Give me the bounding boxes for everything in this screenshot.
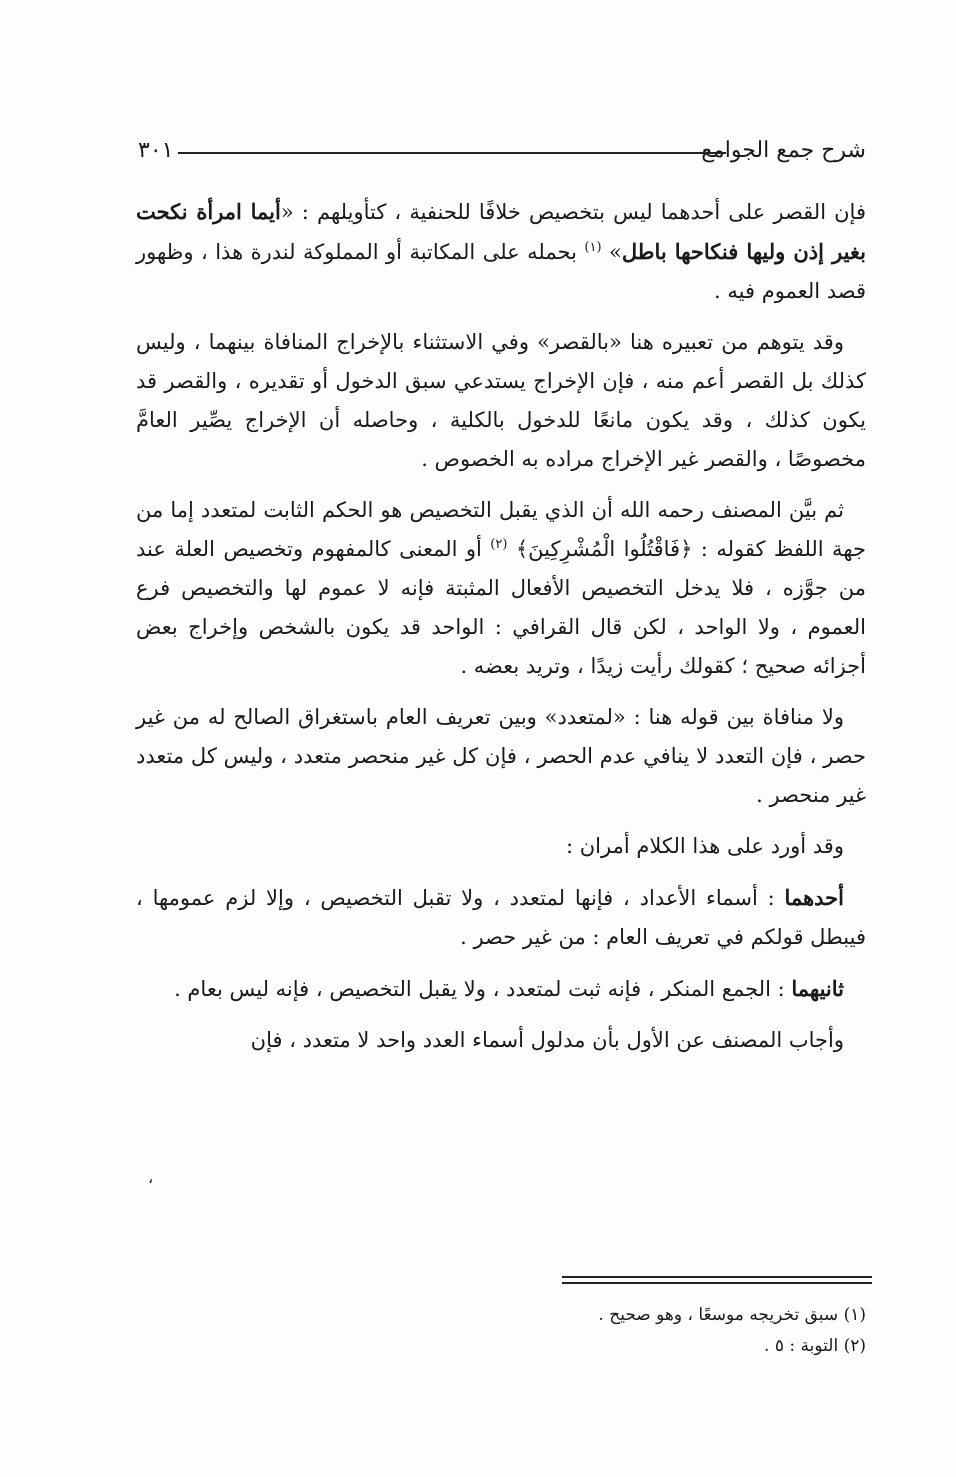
hadith-quote: أيما امرأة نكحت بغير إذن وليها فنكاحها باطل [136,199,866,264]
footnotes [400,1300,866,1362]
paragraph-7: ثانيهما : الجمع المنكر ، فإنه ثبت لمتعدد ، ولا يقبل التخصيص ، فإنه ليس بعام . [174,976,844,1001]
paragraph-1: فإن القصر على أحدهما ليس بتخصيص خلافًا للحنفية ، كتأويلهم : «أيما امرأة نكحت بغير إذن وليها فنكاحها باطل» $^{(١)}$ بحمله على المكاتبة أو المملوكة لندرة هذا ، وظهور قصد العموم فيه . [136,199,866,303]
footnote-rule [562,1276,872,1284]
footnote-1: (١) سبق تخريجه موسعًا ، وهو صحيح . [598,1305,866,1325]
first-point-label: أحدهما [784,885,844,910]
paragraph-2: وقد يتوهم من تعبيره هنا «بالقصر» وفي الاستثناء بالإخراج المنافاة بينهما ، وليس كذلك بل القصر أعم منه ، فإن الإخراج يستدعي سبق الدخول أو تقديره ، والقصر قد يكون كذلك ، وقد يكون مانعًا للدخول بالكلية ، وحاصله أن الإخراج يصِّير العامَّ مخصوصًا ، والقصر غير الإخراج مراده به الخصوص . [136,330,866,471]
header-rule [178,152,726,154]
footnote-ref-1[interactable]: (١) [584,240,602,255]
page-number: ٣٠١ [138,138,174,163]
paragraph-5: وقد أورد على هذا الكلام أمران : [565,834,844,858]
footnote-ref-2[interactable]: (٢) [490,537,508,552]
second-point-label: ثانيهما [791,976,844,1001]
paragraph-8: وأجاب المصنف عن الأول بأن مدلول أسماء العدد واحد لا متعدد ، فإن [250,1028,844,1052]
header-title: شرح جمع الجوامع [701,138,866,163]
paragraph-3: ثم بيَّن المصنف رحمه الله أن الذي يقبل التخصيص هو الحكم الثابت لمتعدد إما من جهة اللفظ كقوله : ﴿فَاقْتُلُوا الْمُشْرِكِينَ﴾ $^{(٢)}$ أو المعنى كالمفهوم وتخصيص العلة عند من جوَّزه ، فلا يدخل التخصيص الأفعال المثبتة فإنه لا عموم لها والتخصيص فرع العموم ، ولا الواحد ، لكن قال القرافي : الواحد قد يكون بالشخص وإخراج بعض أجزائه صحيح ؛ كقولك رأيت زيدًا ، وتريد بعضه . [136,498,866,678]
footnote-2: (٢) التوبة : ٥ . [764,1336,866,1356]
stray-mark: ، [148,1168,154,1187]
paragraph-6: أحدهما : أسماء الأعداد ، فإنها لمتعدد ، ولا تقبل التخصيص ، وإلا لزم عمومها ، فيبطل قولكم في تعريف العام : من غير حصر . [136,885,866,949]
paragraph-4: ولا منافاة بين قوله هنا : «لمتعدد» وبين تعريف العام باستغراق الصالح له من غير حصر ، فإن التعدد لا ينافي عدم الحصر ، فإن كل غير منحصر متعدد ، وليس كل متعدد غير منحصر . [136,705,866,807]
main-text [136,192,866,1072]
running-header [138,136,866,176]
